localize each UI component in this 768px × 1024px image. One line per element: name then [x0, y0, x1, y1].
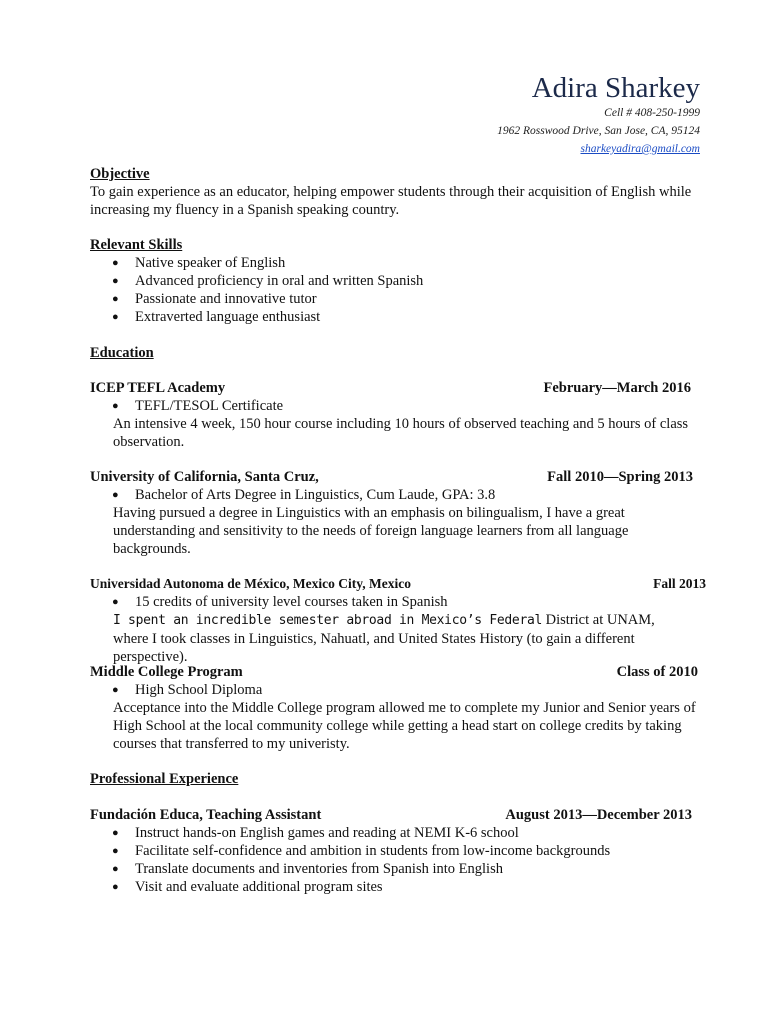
resume-header [497, 72, 700, 158]
education-heading: Education [90, 345, 154, 361]
experience-section [90, 770, 710, 788]
list-item: ● Translate documents and inventories from Spanish into English [112, 861, 503, 877]
job-title: Fundación Educa, Teaching Assistant [90, 807, 322, 823]
address: 1962 Rosswood Drive, San Jose, CA, 95124 [497, 125, 700, 137]
bullet-icon: ● [112, 684, 119, 696]
entry-description: I spent an incredible semester abroad in Mexico’s Federal District at UNAM, where I took classes in Linguistics, Nahuatl, and United States History (to gain a different perspective). [113, 612, 655, 665]
entry-description: Acceptance into the Middle College program allowed me to complete my Junior and Senior years of High School at the local community college while getting a head start on college credits by taking courses that transferred to my univeristy. [113, 700, 696, 752]
school-name: Middle College Program [90, 664, 243, 680]
list-item: ● Facilitate self-confidence and ambition in students from low-income backgrounds [112, 843, 611, 859]
date-range: Fall 2013 [653, 576, 706, 591]
bullet-icon: ● [112, 275, 119, 287]
experience-list [90, 824, 710, 896]
email-link[interactable]: sharkeyadira@gmail.com [580, 143, 700, 155]
list-item: ● TEFL/TESOL Certificate [112, 398, 284, 414]
list-item: ● Instruct hands-on English games and reading at NEMI K-6 school [112, 825, 519, 841]
list-item: ● Extraverted language enthusiast [112, 309, 321, 325]
list-item: ● Bachelor of Arts Degree in Linguistics, Cum Laude, GPA: 3.8 [112, 487, 496, 503]
bullet-icon: ● [112, 400, 119, 412]
skills-section [90, 236, 710, 326]
list-item: ● Visit and evaluate additional program sites [112, 879, 383, 895]
experience-entry [90, 806, 710, 896]
education-section [90, 344, 710, 362]
experience-heading: Professional Experience [90, 771, 239, 787]
list-item: ● Passionate and innovative tutor [112, 291, 317, 307]
bullet-icon: ● [112, 311, 119, 323]
list-item: ● Advanced proficiency in oral and written Spanish [112, 273, 424, 289]
school-name: University of California, Santa Cruz, [90, 469, 319, 485]
education-entry [90, 663, 710, 753]
entry-description: An intensive 4 week, 150 hour course including 10 hours of observed teaching and 5 hours of class observation. [113, 416, 689, 450]
skills-heading: Relevant Skills [90, 237, 183, 253]
education-entry [90, 575, 710, 666]
list-item: ● 15 credits of university level courses taken in Spanish [112, 594, 448, 610]
list-item: ● High School Diploma [112, 682, 263, 698]
date-range: February—March 2016 [543, 380, 691, 396]
education-entry [90, 379, 710, 451]
objective-section [90, 165, 710, 219]
objective-heading: Objective [90, 166, 150, 182]
phone-number: Cell # 408-250-1999 [604, 107, 700, 119]
objective-text: To gain experience as an educator, helping empower students through their acquisition of English while increasing my fluency in a Spanish speaking country. [90, 184, 692, 218]
school-name: Universidad Autonoma de México, Mexico City, Mexico [90, 576, 411, 591]
date-range: August 2013—December 2013 [505, 807, 692, 823]
bullet-icon: ● [112, 845, 119, 857]
date-range: Class of 2010 [616, 664, 698, 680]
bullet-icon: ● [112, 293, 119, 305]
bullet-icon: ● [112, 596, 119, 608]
entry-description: Having pursued a degree in Linguistics with an emphasis on bilingualism, I have a great understanding and sensitivity to the needs of foreign language learners from all language backgrounds. [113, 505, 629, 557]
bullet-icon: ● [112, 863, 119, 875]
education-entry [90, 468, 710, 558]
bullet-icon: ● [112, 827, 119, 839]
bullet-icon: ● [112, 257, 119, 269]
list-item: ● Native speaker of English [112, 255, 286, 271]
bullet-icon: ● [112, 489, 119, 501]
applicant-name: Adira Sharkey [531, 72, 700, 104]
bullet-icon: ● [112, 881, 119, 893]
skills-list [90, 254, 710, 326]
date-range: Fall 2010—Spring 2013 [547, 469, 693, 485]
school-name: ICEP TEFL Academy [90, 380, 226, 396]
